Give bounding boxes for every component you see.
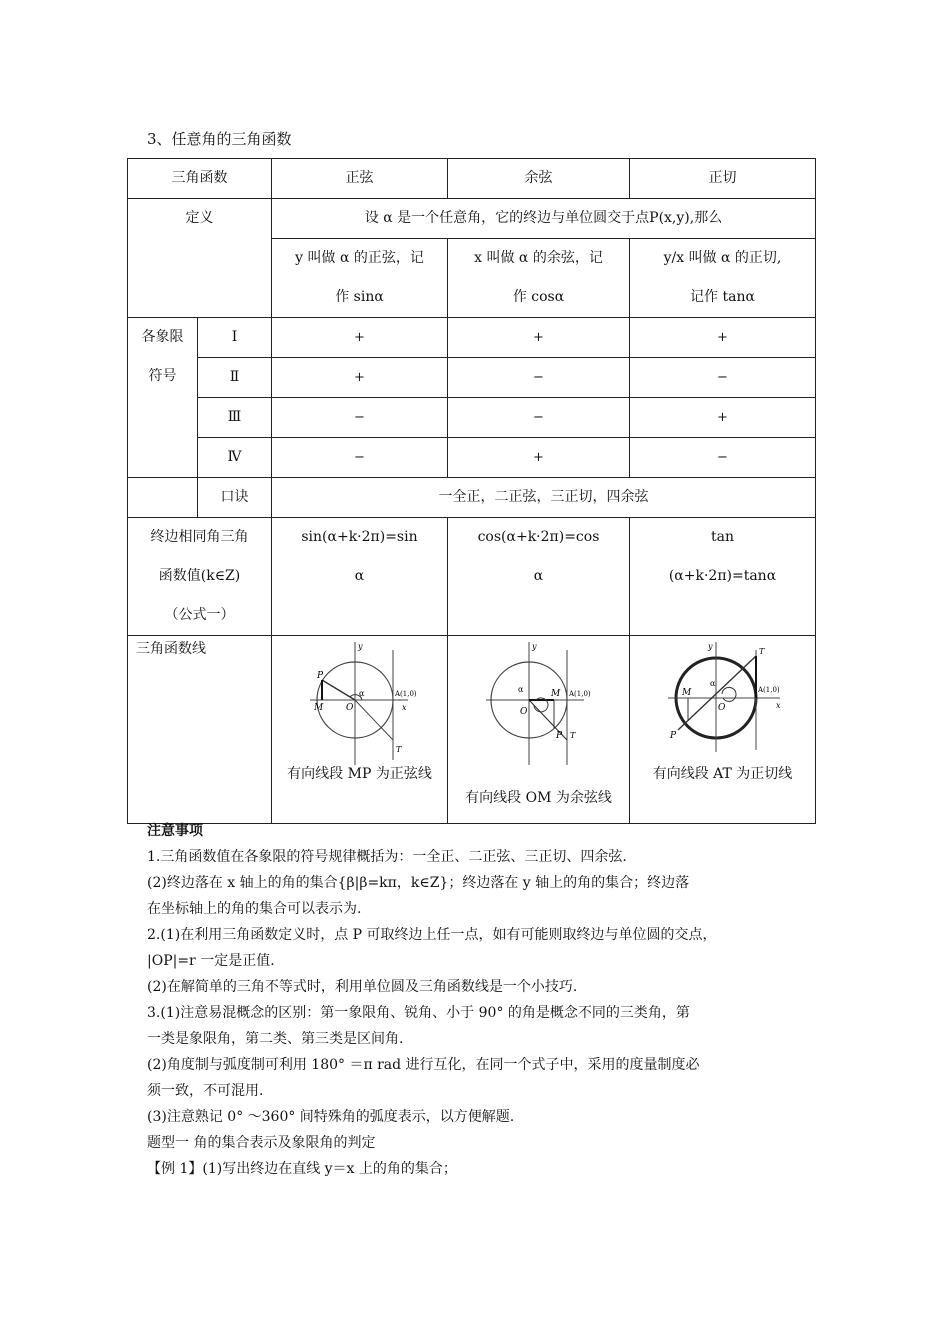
- tan-def-line1: y/x 叫做 α 的正切,: [663, 250, 782, 266]
- signs-label-line1: 各象限: [141, 329, 184, 345]
- sine-line-diagram: [300, 640, 420, 770]
- blank-cell: [128, 478, 198, 518]
- cosine-line-diagram: [474, 640, 604, 770]
- definition-statement: 设 α 是一个任意角，它的终边与单位圆交于点P(x,y),那么: [272, 199, 816, 239]
- cos-formula: [448, 518, 630, 636]
- note-line: 在坐标轴上的角的集合可以表示为.: [147, 901, 362, 917]
- note-line: 题型一 角的集合表示及象限角的判定: [147, 1135, 376, 1151]
- note-line: 1.三角函数值在各象限的符号规律概括为：一全正、二正弦、三正切、四余弦.: [147, 849, 627, 865]
- note-line: (2)在解简单的三角不等式时，利用单位圆及三角函数线是一个小技巧.: [147, 979, 578, 995]
- note-line: (2)终边落在 x 轴上的角的集合{β|β=kπ，k∈Z}；终边落在 y 轴上的角的集合；终边落: [147, 875, 690, 891]
- sign-cell: +: [630, 318, 816, 358]
- tangent-line-diagram: [658, 640, 788, 770]
- label-T: T: [395, 745, 401, 754]
- formula-label-line1: 终边相同角三角: [150, 529, 249, 545]
- label-x: x: [401, 703, 407, 712]
- tan-definition: [630, 239, 816, 318]
- signs-label: [128, 318, 198, 478]
- header-cell: 正弦: [272, 159, 448, 199]
- note-line: 一类是象限角，第二类、第三类是区间角.: [147, 1031, 404, 1047]
- label-P: P: [555, 731, 562, 741]
- header-cell: 正切: [630, 159, 816, 199]
- label-A: A(1,0): [394, 690, 417, 698]
- table-row: [128, 199, 816, 239]
- sign-cell: −: [448, 398, 630, 438]
- tan-caption: 有向线段 AT 为正切线: [652, 766, 793, 782]
- trig-table: [127, 158, 816, 824]
- label-T: T: [569, 731, 575, 740]
- label-O: O: [519, 707, 527, 717]
- note-line: 2.(1)在利用三角函数定义时，点 P 可取终边上任一点，如有可能则取终边与单位圆的交点，: [147, 927, 717, 943]
- label-P: P: [316, 671, 323, 681]
- sign-cell: −: [448, 358, 630, 398]
- signs-label-line2: 符号: [148, 368, 177, 384]
- note-line: 【例 1】(1)写出终边在直线 y＝x 上的角的集合；: [147, 1161, 457, 1177]
- sin-caption: 有向线段 MP 为正弦线: [287, 766, 432, 782]
- cos-def-line2: 作 cosα: [512, 289, 565, 305]
- sin-formula-line2: α: [354, 568, 365, 584]
- formula-label-line2: 函数值(k∈Z): [158, 568, 241, 584]
- note-line: 3.(1)注意易混概念的区别：第一象限角、锐角、小于 90° 的角是概念不同的三类角，第: [147, 1005, 690, 1021]
- sin-line-cell: [272, 636, 448, 824]
- sign-cell: −: [630, 438, 816, 478]
- table-row: [128, 318, 816, 358]
- notes-section: [147, 818, 817, 1182]
- label-alpha: α: [358, 689, 364, 698]
- note-line: 须一致，不可混用.: [147, 1083, 264, 1099]
- label-y: y: [531, 642, 537, 651]
- sin-def-line2: 作 sinα: [335, 289, 384, 305]
- quadrant-cell: Ⅰ: [198, 318, 272, 358]
- label-y: y: [707, 642, 713, 651]
- sign-cell: +: [448, 318, 630, 358]
- sin-def-line1: y 叫做 α 的正弦，记: [295, 250, 424, 266]
- cos-formula-line1: cos(α+k·2π)=cos: [477, 529, 600, 545]
- label-O: O: [717, 703, 725, 713]
- label-O: O: [345, 703, 353, 713]
- cos-definition: [448, 239, 630, 318]
- sign-cell: +: [272, 318, 448, 358]
- note-line: |OP|=r 一定是正值.: [147, 953, 275, 969]
- header-cell: 余弦: [448, 159, 630, 199]
- sign-cell: +: [630, 398, 816, 438]
- cos-line-cell: [448, 636, 630, 824]
- tan-formula-line2: (α+k·2π)=tanα: [668, 568, 777, 584]
- sign-cell: +: [448, 438, 630, 478]
- sign-cell: −: [272, 398, 448, 438]
- table-row: [128, 478, 816, 518]
- mnemonic-label: 口诀: [198, 478, 272, 518]
- quadrant-cell: Ⅲ: [198, 398, 272, 438]
- sign-cell: −: [272, 438, 448, 478]
- label-P: P: [669, 731, 676, 741]
- table-row: [128, 358, 816, 398]
- tan-def-line2: 记作 tanα: [690, 289, 755, 305]
- label-A: A(1,0): [568, 690, 591, 698]
- mnemonic-text: 一全正，二正弦，三正切，四余弦: [272, 478, 816, 518]
- note-line: (3)注意熟记 0° ～360° 间特殊角的弧度表示，以方便解题.: [147, 1109, 515, 1125]
- label-T: T: [758, 647, 764, 656]
- sin-formula: [272, 518, 448, 636]
- sign-cell: −: [630, 358, 816, 398]
- quadrant-cell: Ⅱ: [198, 358, 272, 398]
- label-M: M: [313, 703, 323, 713]
- label-alpha: α: [709, 679, 715, 688]
- notes-title: 注意事项: [147, 823, 203, 839]
- table-row: [128, 398, 816, 438]
- note-line: (2)角度制与弧度制可利用 180° ＝π rad 进行互化，在同一个式子中，采用的度量制度必: [147, 1057, 700, 1073]
- header-cell: 三角函数: [128, 159, 272, 199]
- label-x: x: [775, 701, 781, 710]
- label-alpha: α: [517, 685, 523, 694]
- lines-label: 三角函数线: [128, 636, 272, 824]
- table-row: [128, 518, 816, 636]
- sin-definition: [272, 239, 448, 318]
- label-y: y: [357, 642, 363, 651]
- tan-line-cell: [630, 636, 816, 824]
- cos-caption: 有向线段 OM 为余弦线: [465, 790, 612, 806]
- tan-formula: [630, 518, 816, 636]
- quadrant-cell: Ⅳ: [198, 438, 272, 478]
- definition-label: 定义: [128, 199, 272, 318]
- label-M: M: [681, 688, 691, 698]
- formula-label-line3: （公式一）: [164, 607, 235, 623]
- sin-formula-line1: sin(α+k·2π)=sin: [301, 529, 418, 545]
- table-row: [128, 636, 816, 824]
- formula-label: [128, 518, 272, 636]
- label-A: A(1,0): [757, 686, 780, 694]
- table-row: [128, 438, 816, 478]
- sign-cell: +: [272, 358, 448, 398]
- label-M: M: [550, 689, 560, 699]
- table-row: [128, 159, 816, 199]
- tan-formula-line1: tan: [711, 529, 734, 545]
- cos-formula-line2: α: [533, 568, 544, 584]
- cos-def-line1: x 叫做 α 的余弦，记: [474, 250, 603, 266]
- section-heading: 3、任意角的三角函数: [147, 130, 292, 148]
